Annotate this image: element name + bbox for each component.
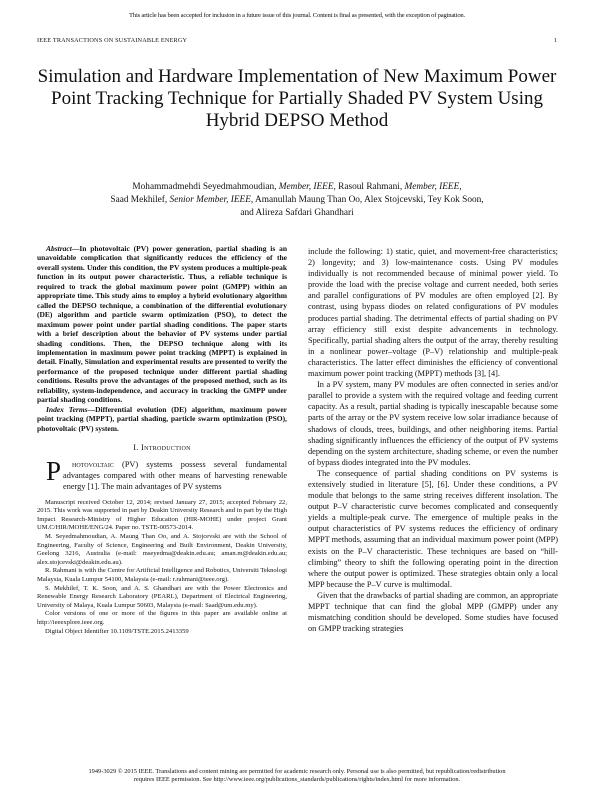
body-paragraph: In a PV system, many PV modules are often connected in series and/or parallel to provide a system with the required voltage and feeding current capacity. As a result, partial shading is typically inescapable because some parts of the array or the PV system receive low solar irradiance because of shadows of clouds, trees, buildings, and other neighboring items. Partial shading significantly influences the efficiency of the output of PV systems depending on the system architecture, shading scheme, or even the number of bypass diodes integrated into the PV modules. xyxy=(308,380,558,467)
abstract-text: In photovoltaic (PV) power generation, partial shading is an unavoidable complication that significantly reduces the efficiency of the overall system. Under this condition, the PV system produces a multiple-peak function in its output power characteristic. Thus, a reliable technique is required to track the global maximum power point (GMPP) within an appropriate time. This study aims to employ a hybrid evolutionary algorithm called the DEPSO technique, a combination of the differential evolutionary (DE) algorithm and particle swarm optimization (PSO), to detect the maximum power point under partial shading conditions. The paper starts with a brief description about the behavior of PV systems under partial shading conditions. Then, the DEPSO technique along with its implementation in maximum power point tracking (MPPT) is explained in detail. Finally, Simulation and experimental results are presented to verify the performance of the proposed technique under different partial shading conditions. Results prove the advantages of the proposed method, such as its reliability, system-independence, and accuracy in tracking the GMPP under partial shading conditions. xyxy=(37,244,287,405)
intro-first-word: hotovoltaic xyxy=(72,459,114,469)
section-heading xyxy=(37,443,287,454)
drop-cap: P xyxy=(46,455,62,486)
author-name: Amanullah Maung Than Oo, Alex Stojcevski, Tey Kok Soon, xyxy=(255,195,484,205)
author-title: Senior Member, IEEE, xyxy=(169,195,254,205)
footnote: S. Mekhilef, T. K. Soon, and A. S. Ghandhari are with the Power Electronics and Renewable Energy Research Laboratory (PEARL), Department of Electrical Engineering, University of Malaya, Kuala Lumpur 50603, Malaysia (e-mail: Saad@um.edu.my). xyxy=(37,584,287,609)
footnote: Color versions of one or more of the figures in this paper are available online at http://ieeexplore.ieee.org. xyxy=(37,610,287,626)
footnote: M. Seyedmahmoudian, A. Maung Than Oo, and A. Stojcevski are with the School of Engineering, Faculty of Science, Engineering and Built Environment, Deakin University, Geelong 3216, Australia (e-mail: mseyedma@deakin.edu.au; aman.m@deakin.edu.au; alex.stojcevski@deakin.edu.au). xyxy=(37,533,287,566)
author-name: Mohammadmehdi Seyedmahmoudian, xyxy=(132,182,277,192)
index-terms: Index Terms—Differential evolution (DE) algorithm, maximum power point tracking (MPPT), partial shading, particle swarm optimization (PSO), photovoltaic (PV) system. xyxy=(37,404,288,433)
body-paragraph: The consequence of partial shading conditions on PV systems is extensively studied in literature [5], [6]. Under these conditions, a PV module that belongs to the same string receives different insolation. The output P–V characteristic curve becomes complicated and consequently yields a multiple-peak curve. The emergence of multiple peaks in the output characteristics of PV systems reduces the efficiency of ordinary MPPT methods, assuming that an individual maximum power point (MPP) exists on the P–V characteristic. These techniques are based on “hill-climbing” theory to shift the following operating point in the direction where the output power is optimized. These strategies obtain only a local MPP because the P–V curve is multimodal. xyxy=(308,468,558,589)
journal-name: IEEE TRANSACTIONS ON SUSTAINABLE ENERGY xyxy=(37,37,188,44)
body-paragraph: include the following: 1) static, quiet, and movement-free characteristics; 2) longevity; and 3) low-maintenance costs. Using PV modules individually is not recommended because of minimal power yield. To provide the load with the precise voltage and current needed, both series and parallel configurations of PV modules are often employed [2]. By contrast, using bypass diodes on related configurations of PV modules produces partial shading. The detrimental effects of partial shading on PV array efficiency still exist despite advancements in technology. Specifically, partial shading alters the output of the array, thereby resulting in a nonlinear power–voltage (P–V) relationship and multiple-peak characteristics. The latter effect diminishes the efficiency of conventional maximum power point tracking (MPPT) methods [3], [4]. xyxy=(308,247,558,379)
copyright-line: requires IEEE permission. See http://www.ieee.org/publications_standards/publications/rights/index.html for more information. xyxy=(133,776,461,784)
right-column xyxy=(308,246,558,634)
running-head xyxy=(37,37,557,47)
author-name: and Alireza Safdari Ghandhari xyxy=(240,208,354,218)
copyright-footer xyxy=(37,768,557,784)
author-name: Saad Mekhilef, xyxy=(110,195,168,205)
page-number: 1 xyxy=(553,37,557,44)
author-title: Member, IEEE, xyxy=(278,182,336,192)
section-number: I. xyxy=(133,443,139,453)
acceptance-notice: This article has been accepted for inclusion in a future issue of this journal. Content is final as presented, with the exception of pagination. xyxy=(129,12,465,19)
intro-paragraph xyxy=(37,455,287,492)
intro-text: (PV) systems possess several fundamental advantages compared with other means of harvesting renewable energy [1]. The main advantages of PV systems xyxy=(63,459,287,491)
footnote: Manuscript received October 12, 2014; revised January 27, 2015; accepted February 22, 2015. This work was supported in part by Deakin University Research and in part by the High Impact Research-Ministry of Higher Education (HIR-MOHE) under project Grant UM.C/HIR/MOHE/ENG/24. Paper no. TSTE-00573-2014. xyxy=(37,498,287,532)
copyright-line: 1949-3029 © 2015 IEEE. Translations and content mining are permitted for academic research only. Personal use is also permitted, but republication/redistribution xyxy=(88,768,506,775)
author-list xyxy=(37,181,557,220)
author-title: Member, IEEE, xyxy=(404,182,462,192)
paper-title: Simulation and Hardware Implementation of New Maximum Power Point Tracking Technique for Partially Shaded PV System Using Hybrid DEPSO Method xyxy=(37,66,557,131)
author-name: Rasoul Rahmani, xyxy=(338,182,403,192)
left-column xyxy=(37,244,287,636)
footnote: Digital Object Identifier 10.1109/TSTE.2015.2413359 xyxy=(45,627,189,635)
section-title: Introduction xyxy=(141,443,191,453)
footnote: R. Rahmani is with the Centre for Artificial Intelligence and Robotics, Universiti Teknologi Malaysia, Kuala Lumpur 54100, Malaysia (e-mail: r.rahmani@ieee.org). xyxy=(37,567,287,583)
body-paragraph: Given that the drawbacks of partial shading are common, an appropriate MPPT technique that can find the global MPP (GMPP) under any mismatching condition should be developed. Some studies have focused on GMPP tracking strategies xyxy=(308,590,558,634)
footnotes xyxy=(37,499,287,637)
abstract: Abstract—In photovoltaic (PV) power generation, partial shading is an unavoidable complication that significantly reduces the efficiency of the overall system. Under this condition, the PV system produces a multiple-peak function in its output power characteristic. Thus, a reliable technique is required to track the global maximum power point (GMPP) within an appropriate time. This study aims to employ a hybrid evolutionary algorithm called the DEPSO technique, a combination of the differential evolutionary (DE) algorithm and particle swarm optimization (PSO), to detect the maximum power point under partial shading conditions. The paper starts with a brief description about the behavior of PV systems under partial shading conditions. Then, the DEPSO technique along with its implementation in maximum power point tracking (MPPT) is explained in detail. Finally, Simulation and experimental results are presented to verify the performance of the proposed technique under different partial shading conditions. Results prove the advantages of the proposed method, such as its reliability, system-independence, and accuracy in tracking the GMPP under partial shading conditions. xyxy=(37,244,287,405)
abstract-label: Abstract xyxy=(46,244,72,253)
index-terms-label: Index Terms xyxy=(46,404,88,414)
index-terms-text: Differential evolution (DE) algorithm, maximum power point tracking (MPPT), partial shading, particle swarm optimization (PSO), photovoltaic (PV) system. xyxy=(37,404,288,433)
